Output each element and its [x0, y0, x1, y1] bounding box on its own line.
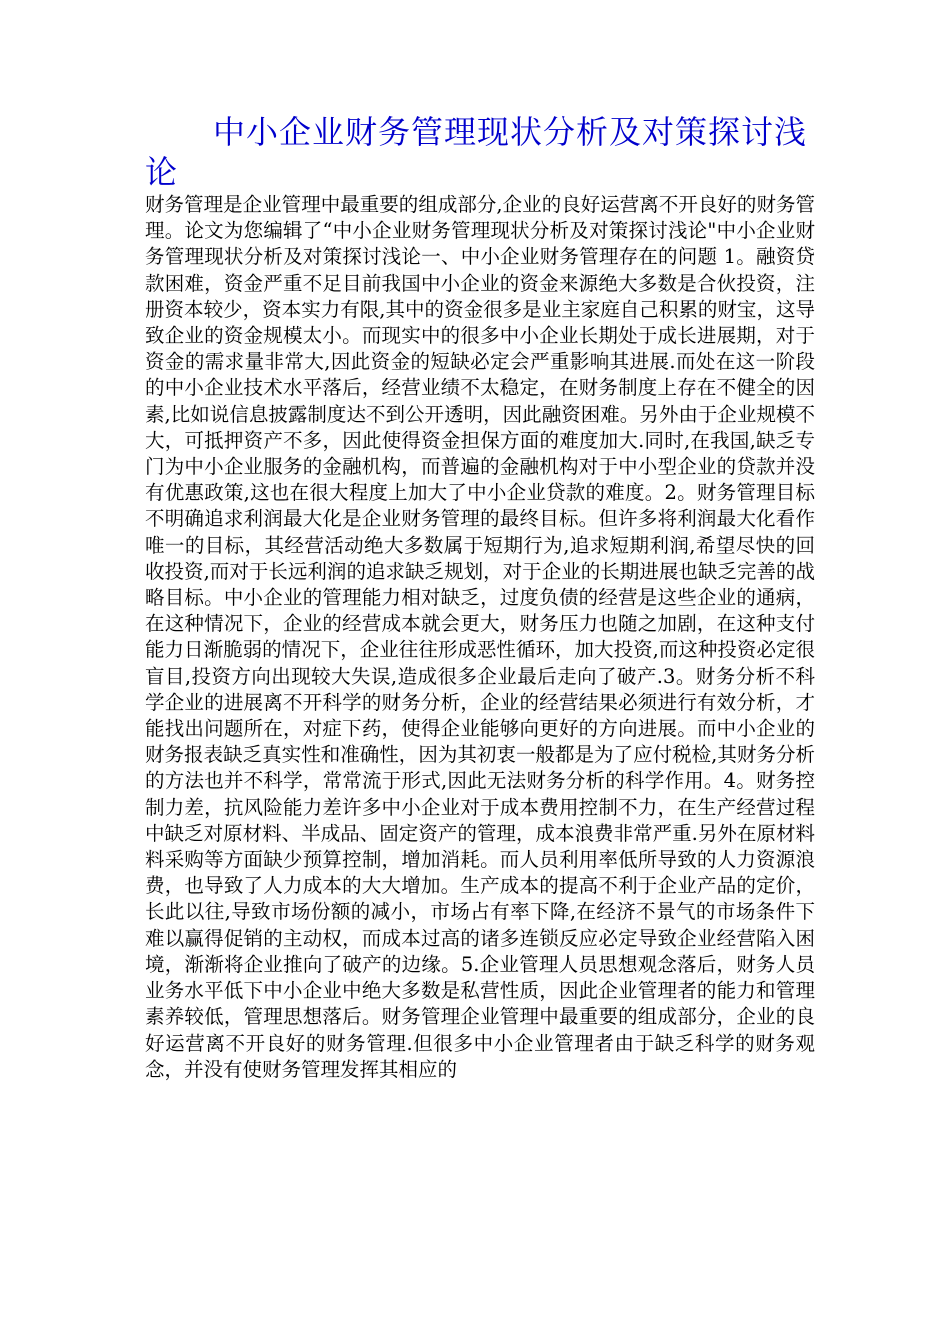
- document-body-paragraph: 财务管理是企业管理中最重要的组成部分,企业的良好运营离不开良好的财务管理。论文为您编辑了“中小企业财务管理现状分析及对策探讨浅论"中小企业财务管理现状分析及对策探讨浅论一、中小企业财务管理存在的问题 1。融资贷款困难，资金严重不足目前我国中小企业的资金来源绝大多数是合伙投资，注册资本较少，资本实力有限,其中的资金很多是业主家庭自己积累的财宝，这导致企业的资金规模太小。而现实中的很多中小企业长期处于成长进展期，对于资金的需求量非常大,因此资金的短缺必定会严重影响其进展.而处在这一阶段的中小企业技术水平落后，经营业绩不太稳定，在财务制度上存在不健全的因素,比如说信息披露制度达不到公开透明，因此融资困难。另外由于企业规模不大，可抵押资产不多，因此使得资金担保方面的难度加大.同时,在我国,缺乏专门为中小企业服务的金融机构，而普遍的金融机构对于中小型企业的贷款并没有优惠政策,这也在很大程度上加大了中小企业贷款的难度。2。财务管理目标不明确追求利润最大化是企业财务管理的最终目标。但许多将利润最大化看作唯一的目标，其经营活动绝大多数属于短期行为,追求短期利润,希望尽快的回收投资,而对于长远利润的追求缺乏规划，对于企业的长期进展也缺乏完善的战略目标。中小企业的管理能力相对缺乏，过度负债的经营是这些企业的通病，在这种情况下，企业的经营成本就会更大，财务压力也随之加剧，在这种支付能力日渐脆弱的情况下，企业往往形成恶性循环，加大投资,而这种投资必定很盲目,投资方向出现较大失误,造成很多企业最后走向了破产.3。财务分析不科学企业的进展离不开科学的财务分析，企业的经营结果必须进行有效分析，才能找出问题所在，对症下药，使得企业能够向更好的方向进展。而中小企业的财务报表缺乏真实性和准确性，因为其初衷一般都是为了应付税检,其财务分析的方法也并不科学，常常流于形式,因此无法财务分析的科学作用。4。财务控制力差，抗风险能力差许多中小企业对于成本费用控制不力，在生产经营过程中缺乏对原材料、半成品、固定资产的管理，成本浪费非常严重.另外在原材料料采购等方面缺少预算控制，增加消耗。而人员利用率低所导致的人力资源浪费，也导致了人力成本的大大增加。生产成本的提高不利于企业产品的定价，长此以往,导致市场份额的减小，市场占有率下降,在经济不景气的市场条件下难以赢得促销的主动权，而成本过高的诸多连锁反应必定导致企业经营陷入困境，渐渐将企业推向了破产的边缘。5.企业管理人员思想观念落后，财务人员业务水平低下中小企业中绝大多数是私营性质，因此企业管理者的能力和管理素养较低，管理思想落后。财务管理企业管理中最重要的组成部分，企业的良好运营离不开良好的财务管理.但很多中小企业管理者由于缺乏科学的财务观念，并没有使财务管理发挥其相应的: [145, 193, 815, 1081]
- document-title: 中小企业财务管理现状分析及对策探讨浅论: [145, 113, 808, 191]
